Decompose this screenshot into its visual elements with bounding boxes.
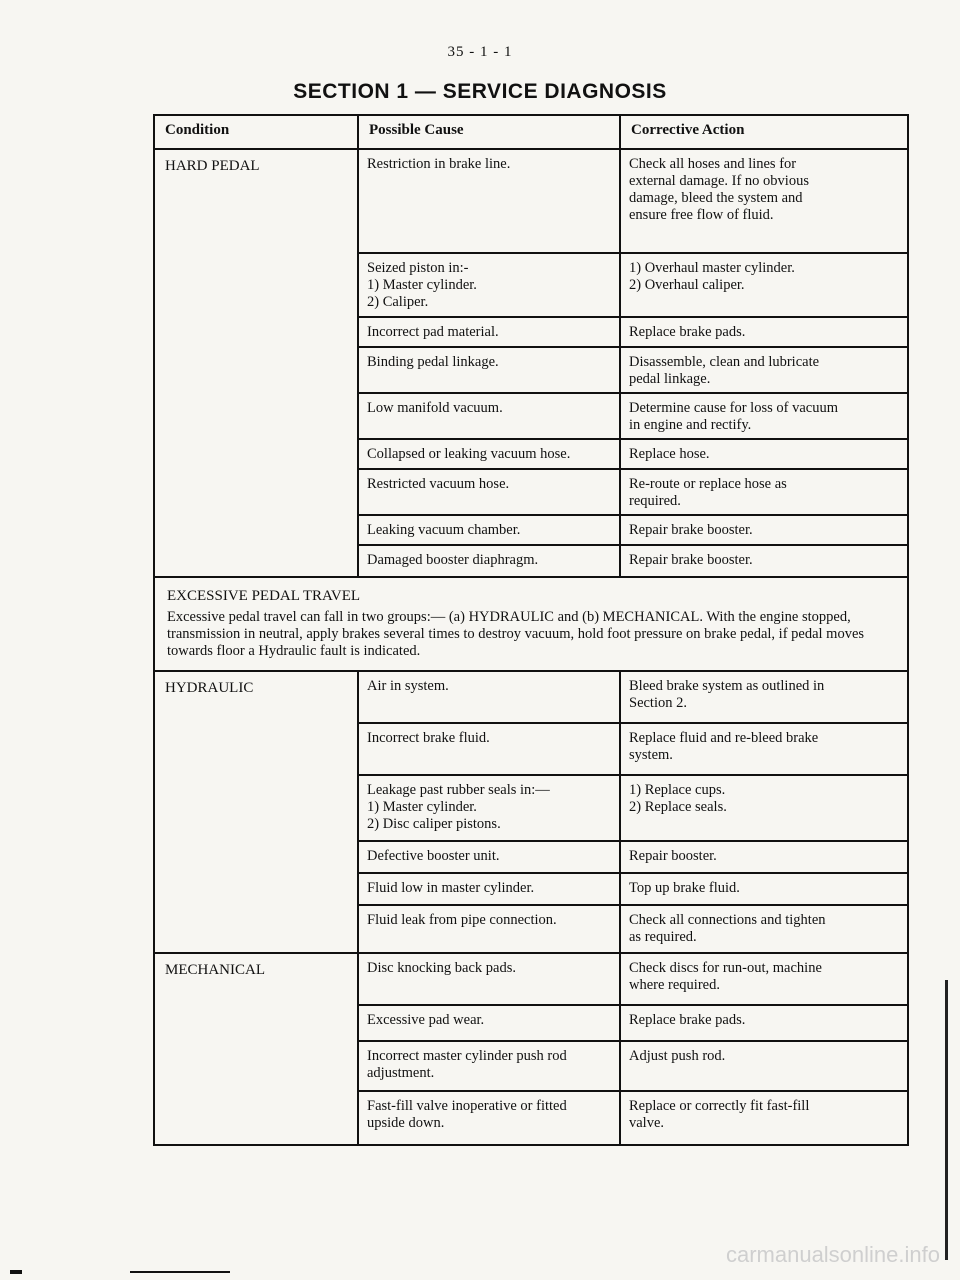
- cause-cell: Leaking vacuum chamber.: [359, 516, 621, 544]
- cause-cell: Fast-fill valve inoperative or fitted upside down.: [359, 1092, 621, 1144]
- group-hydraulic: [155, 672, 907, 954]
- cause-cell: Excessive pad wear.: [359, 1006, 621, 1040]
- table-row: [359, 440, 907, 470]
- section-title: SECTION 1 — SERVICE DIAGNOSIS: [293, 80, 667, 103]
- action-cell: Determine cause for loss of vacuum in engine and rectify.: [629, 400, 838, 433]
- table-row: [359, 150, 907, 254]
- table-row: [359, 776, 907, 842]
- cause-cell: Collapsed or leaking vacuum hose.: [359, 440, 621, 468]
- cause-cell: Incorrect master cylinder push rod adjustment.: [359, 1042, 621, 1090]
- condition-hard-pedal: HARD PEDAL: [155, 150, 359, 576]
- page-edge-bar: [945, 980, 948, 1260]
- table-row: [359, 254, 907, 318]
- action-cell: 1) Overhaul master cylinder. 2) Overhaul caliper.: [629, 260, 795, 293]
- action-cell: Top up brake fluid.: [629, 880, 740, 896]
- cause-cell: Leakage past rubber seals in:— 1) Master cylinder. 2) Disc caliper pistons.: [359, 776, 621, 840]
- table-row: [359, 394, 907, 440]
- table-row: [359, 954, 907, 1006]
- action-cell: Disassemble, clean and lubricate pedal linkage.: [629, 354, 820, 387]
- cause-cell: Air in system.: [359, 672, 621, 722]
- cause-cell: Defective booster unit.: [359, 842, 621, 872]
- action-cell: Replace brake pads.: [629, 1012, 746, 1028]
- action-cell: Repair brake booster.: [629, 522, 753, 538]
- excessive-travel-text: Excessive pedal travel can fall in two groups:— (a) HYDRAULIC and (b) MECHANICAL. With the engine stopped, transmission in neutral, apply brakes several times to destroy vacuum, hold foot pressure on brake pedal, if pedal moves towards floor a Hydraulic fault is indicated.: [167, 609, 865, 659]
- footer-dash: [10, 1270, 22, 1274]
- cause-cell: Fluid low in master cylinder.: [359, 874, 621, 904]
- action-cell: Re-route or replace hose as required.: [629, 476, 787, 509]
- cause-cell: Damaged booster diaphragm.: [359, 546, 621, 576]
- table-header: [155, 116, 907, 150]
- action-cell: 1) Replace cups. 2) Replace seals.: [629, 782, 727, 815]
- action-cell: Repair brake booster.: [629, 552, 753, 568]
- action-cell: Replace or correctly fit fast-fill valve.: [629, 1098, 810, 1131]
- action-cell: Adjust push rod.: [629, 1048, 726, 1064]
- header-condition: Condition: [155, 116, 359, 148]
- table-row: [359, 1006, 907, 1042]
- action-cell: Check discs for run-out, machine where required.: [629, 960, 822, 993]
- cause-cell: Restricted vacuum hose.: [359, 470, 621, 514]
- action-cell: Check all connections and tighten as required.: [629, 912, 826, 945]
- header-action: Corrective Action: [631, 122, 745, 138]
- cause-cell: Incorrect pad material.: [359, 318, 621, 346]
- condition-mechanical: MECHANICAL: [155, 954, 359, 1144]
- action-cell: Replace hose.: [629, 446, 710, 462]
- table-row: [359, 1042, 907, 1092]
- cause-cell: Disc knocking back pads.: [359, 954, 621, 1004]
- excessive-travel-title: EXCESSIVE PEDAL TRAVEL: [167, 588, 361, 604]
- cause-cell: Fluid leak from pipe connection.: [359, 906, 621, 952]
- page-number: 35 - 1 - 1: [447, 44, 513, 60]
- table-row: [359, 906, 907, 952]
- action-cell: Bleed brake system as outlined in Section 2.: [629, 678, 825, 711]
- table-row: [359, 516, 907, 546]
- table-row: [359, 546, 907, 576]
- diagnosis-table: [153, 114, 909, 1146]
- group-mechanical: [155, 954, 907, 1144]
- table-row: [359, 318, 907, 348]
- table-row: [359, 842, 907, 874]
- action-cell: Repair booster.: [629, 848, 717, 864]
- table-row: [359, 724, 907, 776]
- table-row: [359, 1092, 907, 1144]
- cause-cell: Binding pedal linkage.: [359, 348, 621, 392]
- group-hard-pedal: [155, 150, 907, 578]
- cause-cell: Incorrect brake fluid.: [359, 724, 621, 774]
- condition-hydraulic: HYDRAULIC: [155, 672, 359, 952]
- footer-rule: [130, 1271, 230, 1273]
- cause-cell: Restriction in brake line.: [359, 150, 621, 252]
- action-cell: Replace fluid and re-bleed brake system.: [629, 730, 819, 763]
- cause-cell: Seized piston in:- 1) Master cylinder. 2) Caliper.: [359, 254, 621, 316]
- watermark-text: carmanualsonline.info: [725, 1242, 940, 1267]
- excessive-travel-row: [155, 578, 907, 672]
- table-row: [359, 470, 907, 516]
- action-cell: Replace brake pads.: [629, 324, 746, 340]
- table-row: [359, 348, 907, 394]
- action-cell: Check all hoses and lines for external damage. If no obvious damage, bleed the system and ensure free flow of fluid.: [629, 156, 809, 223]
- header-cause: Possible Cause: [359, 116, 621, 148]
- table-row: [359, 874, 907, 906]
- table-row: [359, 672, 907, 724]
- cause-cell: Low manifold vacuum.: [359, 394, 621, 438]
